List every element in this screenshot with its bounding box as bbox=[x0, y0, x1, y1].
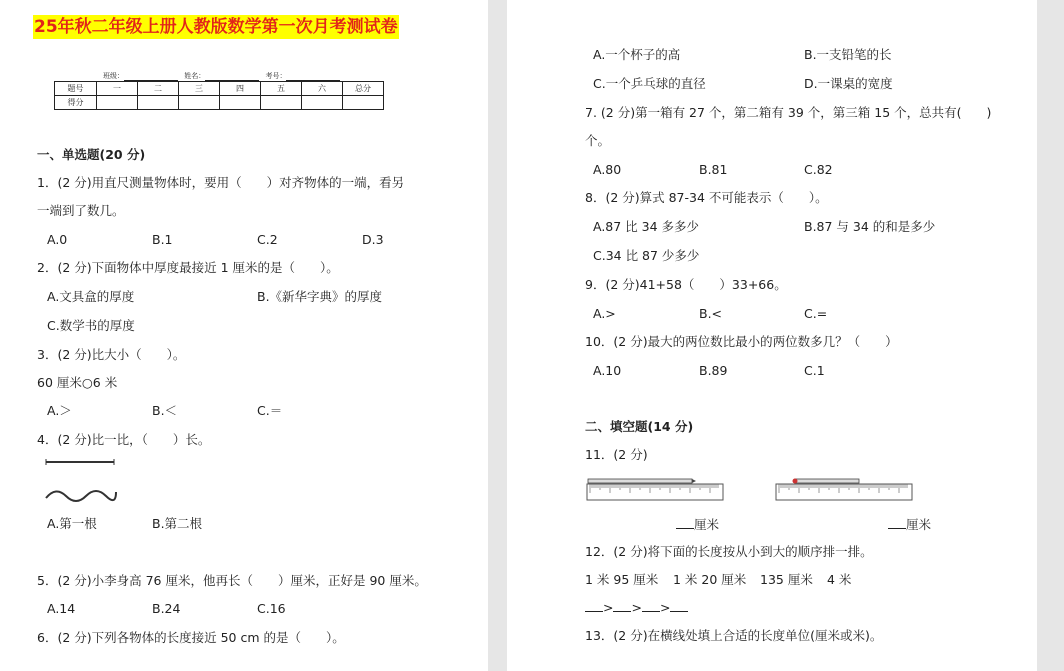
q8-option-b[interactable]: B.87 与 34 的和是多少 bbox=[804, 219, 936, 234]
q4-option-b[interactable]: B.第二根 bbox=[152, 516, 203, 531]
q3-option-c[interactable]: C.＝ bbox=[257, 403, 283, 418]
question-7: 7. (2 分)第一箱有 27 个，第二箱有 39 个，第三箱 15 个，总共有( ) bbox=[585, 105, 992, 120]
q6-option-b[interactable]: B.一支铅笔的长 bbox=[804, 47, 892, 62]
q11-answer-2: 厘米 bbox=[888, 517, 931, 533]
q1-option-a[interactable]: A.0 bbox=[47, 232, 68, 247]
q1-option-c[interactable]: C.2 bbox=[257, 232, 278, 247]
q7-option-c[interactable]: C.82 bbox=[804, 162, 833, 177]
q3-option-a[interactable]: A.＞ bbox=[47, 403, 72, 418]
question-4: 4．(2 分)比一比，（ ）长。 bbox=[37, 432, 211, 447]
q5-option-c[interactable]: C.16 bbox=[257, 601, 286, 616]
q8-option-a[interactable]: A.87 比 34 多多少 bbox=[593, 219, 700, 234]
question-12: 12．(2 分)将下面的长度按从小到大的顺序排一排。 bbox=[585, 544, 873, 559]
question-7-continued: 个。 bbox=[585, 133, 611, 148]
question-11: 11．(2 分) bbox=[585, 447, 648, 462]
straight-line-figure bbox=[44, 456, 118, 468]
q1-option-d[interactable]: D.3 bbox=[362, 232, 384, 247]
question-2: 2．(2 分)下面物体中厚度最接近 1 厘米的是（ ）。 bbox=[37, 260, 339, 275]
q5-option-a[interactable]: A.14 bbox=[47, 601, 76, 616]
q5-option-b[interactable]: B.24 bbox=[152, 601, 181, 616]
question-1: 1．(2 分)用直尺测量物体时，要用（ ）对齐物体的一端，看另 bbox=[37, 175, 405, 190]
q7-option-b[interactable]: B.81 bbox=[699, 162, 728, 177]
wavy-line-figure bbox=[44, 484, 120, 506]
q2-option-a[interactable]: A.文具盒的厚度 bbox=[47, 289, 135, 304]
question-10: 10．(2 分)最大的两位数比最小的两位数多几？（ ） bbox=[585, 334, 898, 349]
q10-option-c[interactable]: C.1 bbox=[804, 363, 825, 378]
q7-option-a[interactable]: A.80 bbox=[593, 162, 622, 177]
question-13: 13．(2 分)在横线处填上合适的长度单位(厘米或米)。 bbox=[585, 628, 883, 643]
question-8: 8．(2 分)算式 87-34 不可能表示（ ）。 bbox=[585, 190, 828, 205]
q2-option-c[interactable]: C.数学书的厚度 bbox=[47, 318, 135, 333]
q12-item-4: 4 米 bbox=[827, 572, 852, 587]
q10-option-a[interactable]: A.10 bbox=[593, 363, 622, 378]
question-9: 9．(2 分)41+58（ ）33+66。 bbox=[585, 277, 787, 292]
score-table bbox=[54, 81, 384, 110]
question-1-continued: 一端到了数几。 bbox=[37, 203, 125, 218]
question-3: 3．(2 分)比大小（ ）。 bbox=[37, 347, 186, 362]
q6-option-d[interactable]: D.一课桌的宽度 bbox=[804, 76, 893, 91]
question-3-expression: 60 厘米○6 米 bbox=[37, 375, 118, 390]
q2-option-b[interactable]: B.《新华字典》的厚度 bbox=[257, 289, 383, 304]
q9-option-c[interactable]: C.= bbox=[804, 306, 828, 321]
q6-option-a[interactable]: A.一个杯子的高 bbox=[593, 47, 681, 62]
document-page-left bbox=[0, 0, 488, 671]
class-label: 班级： bbox=[103, 72, 124, 80]
student-info-header bbox=[103, 71, 344, 81]
ruler-figure-2 bbox=[775, 476, 915, 504]
score-table-header-row: 题号 一 二 三 四 五 六 总分 bbox=[55, 82, 384, 96]
page-title: 25年秋二年级上册人教版数学第一次月考测试卷 bbox=[34, 17, 398, 37]
q3-option-b[interactable]: B.＜ bbox=[152, 403, 178, 418]
question-6: 6．(2 分)下列各物体的长度接近 50 cm 的是（ ）。 bbox=[37, 630, 345, 645]
q12-item-1: 1 米 95 厘米 bbox=[585, 572, 659, 587]
q11-answer-1: 厘米 bbox=[676, 517, 719, 533]
name-label: 姓名： bbox=[184, 72, 206, 80]
score-table-score-row: 得分 bbox=[55, 96, 384, 110]
q12-item-3: 135 厘米 bbox=[760, 572, 813, 587]
section-heading-single-choice: 一、单选题(20 分) bbox=[37, 147, 146, 162]
ruler-figure-1 bbox=[586, 476, 726, 504]
q10-option-b[interactable]: B.89 bbox=[699, 363, 728, 378]
q12-order-blanks[interactable]: > > > bbox=[585, 600, 688, 616]
q4-option-a[interactable]: A.第一根 bbox=[47, 516, 97, 531]
q8-option-c[interactable]: C.34 比 87 少多少 bbox=[593, 248, 700, 263]
q1-option-b[interactable]: B.1 bbox=[152, 232, 173, 247]
q6-option-c[interactable]: C.一个乒乓球的直径 bbox=[593, 76, 706, 91]
q9-option-a[interactable]: A.> bbox=[593, 306, 616, 321]
question-5: 5．(2 分)小李身高 76 厘米，他再长（ ）厘米，正好是 90 厘米。 bbox=[37, 573, 427, 588]
q9-option-b[interactable]: B.< bbox=[699, 306, 723, 321]
document-page-right bbox=[507, 0, 1037, 671]
section-heading-fill-blank: 二、填空题(14 分) bbox=[585, 419, 694, 434]
q12-item-2: 1 米 20 厘米 bbox=[673, 572, 747, 587]
exam-no-label: 考号： bbox=[265, 72, 287, 80]
